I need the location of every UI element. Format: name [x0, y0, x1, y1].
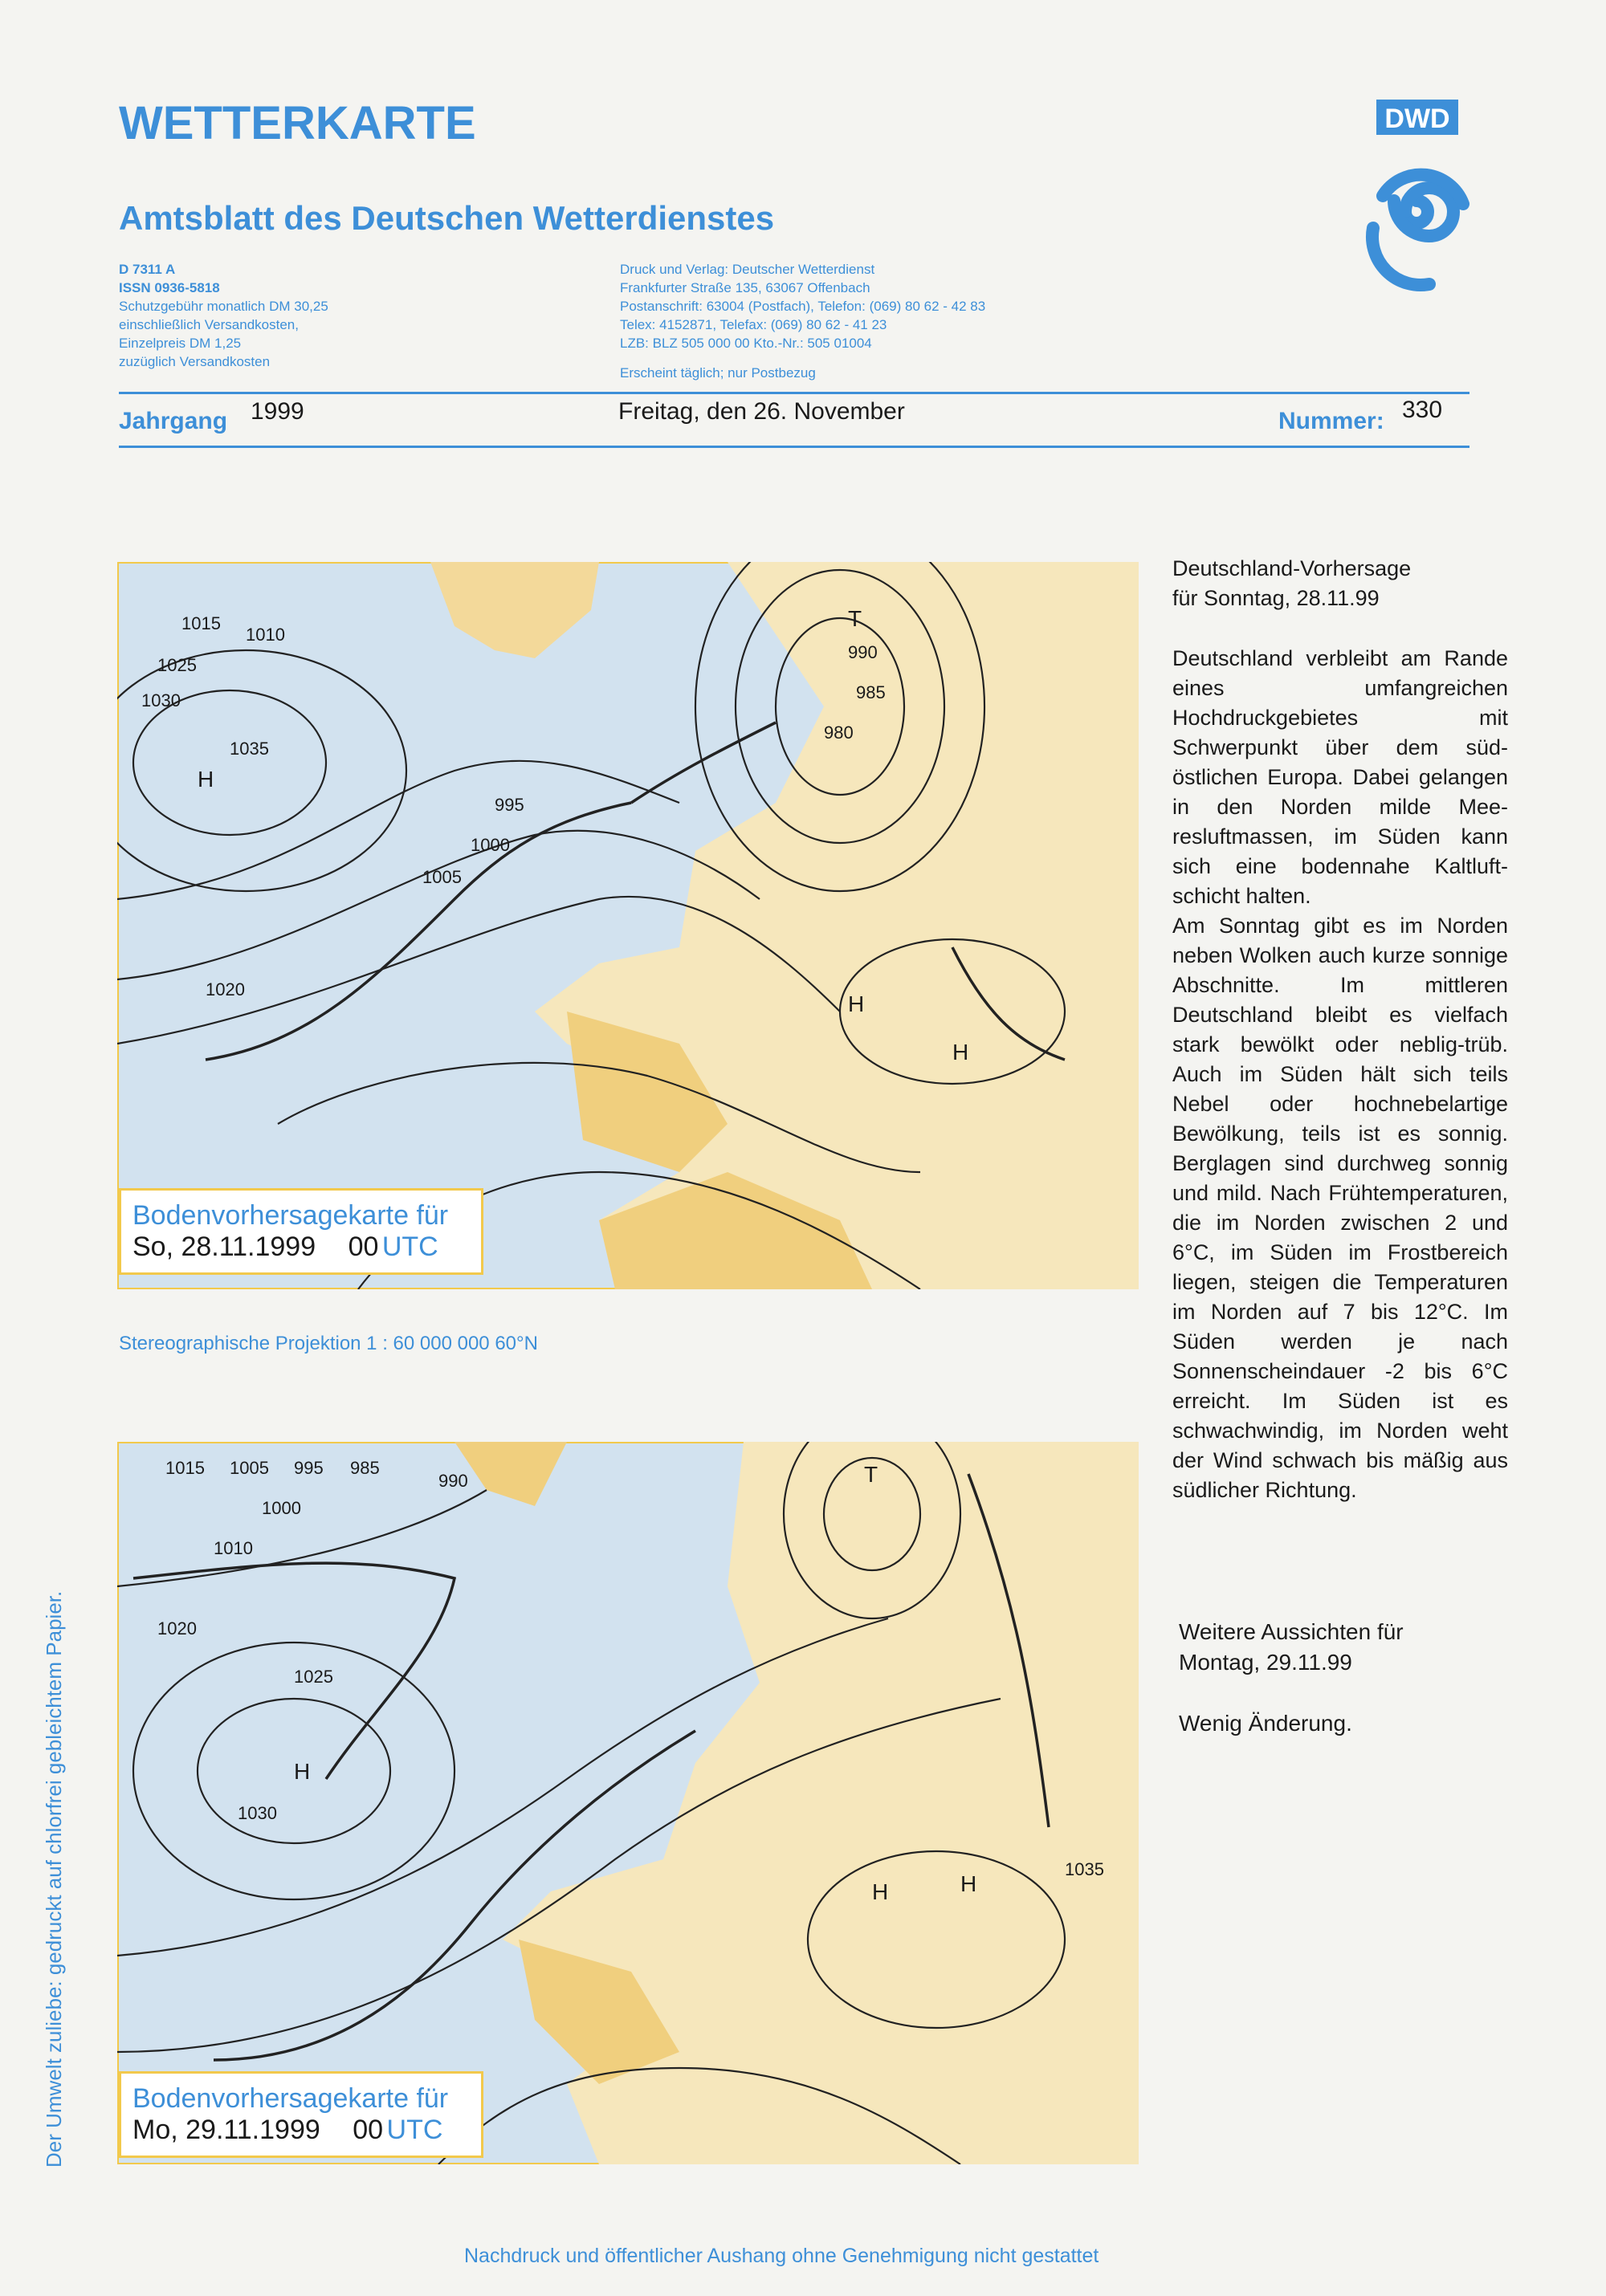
map-caption-time: 00	[348, 1231, 379, 1262]
jahrgang-label: Jahrgang	[119, 408, 228, 434]
isobar-label: 1020	[157, 1618, 197, 1639]
jahrgang-value: 1999	[251, 398, 304, 425]
logo-swirl-icon	[1372, 175, 1463, 285]
publisher-info	[620, 260, 985, 382]
outlook-heading-line: Weitere Aussichten für	[1179, 1619, 1404, 1644]
forecast-heading-line: für Sonntag, 28.11.99	[1172, 586, 1380, 610]
isobar-label: 1020	[206, 979, 245, 999]
isobar-label: 1010	[246, 625, 285, 645]
high-pressure-label: H	[952, 1040, 969, 1065]
issn: ISSN 0936-5818	[119, 280, 220, 295]
map-caption-monday	[119, 2071, 483, 2158]
low-pressure-label: T	[864, 1462, 878, 1487]
isobar-label: 1015	[181, 613, 221, 633]
header-rule-top	[119, 392, 1469, 394]
isobar-label: 990	[438, 1471, 468, 1491]
forecast-heading-line: Deutschland-Vorhersage	[1172, 556, 1412, 580]
map-caption-utc: UTC	[381, 1231, 438, 1262]
fee-line: Schutzgebühr monatlich DM 30,25	[119, 299, 328, 314]
header-rule-bottom	[119, 446, 1469, 448]
germany-forecast	[1172, 554, 1508, 1505]
isobar-label: 1000	[262, 1498, 301, 1518]
low-pressure-label: T	[848, 606, 862, 631]
high-pressure-label: H	[848, 991, 865, 1016]
page-title: WETTERKARTE	[119, 97, 476, 149]
isobar-label: 1035	[1065, 1859, 1104, 1879]
fee-line: zuzüglich Versandkosten	[119, 354, 271, 369]
isobar-label: 1025	[294, 1667, 333, 1687]
page-subtitle: Amtsblatt des Deutschen Wetterdienstes	[119, 199, 775, 237]
publisher-line: Telex: 4152871, Telefax: (069) 80 62 - 41 23	[620, 317, 887, 332]
map-caption-date: Mo, 29.11.1999	[132, 2115, 320, 2145]
isobar-label: 1000	[471, 835, 510, 855]
outlook-heading	[1179, 1617, 1500, 1678]
outlook-text: Wenig Änderung.	[1179, 1711, 1352, 1736]
isobar-label: 985	[350, 1458, 380, 1478]
map-caption-title: Bodenvorhersagekarte für	[132, 1200, 449, 1231]
isobar-label: 1035	[230, 739, 269, 759]
logo-text: DWD	[1384, 104, 1450, 134]
publisher-line: Postanschrift: 63004 (Postfach), Telefon: (069) 80 62 - 42 83	[620, 299, 986, 314]
isobar-label: 1025	[157, 655, 197, 675]
nummer-value: 330	[1402, 397, 1443, 423]
copyright-note: Nachdruck und öffentlicher Aushang ohne Genehmigung nicht gestattet	[464, 2245, 1099, 2267]
isobar-label: 1005	[422, 867, 462, 887]
publication-codes	[119, 260, 328, 371]
issue-date: Freitag, den 26. November	[618, 398, 905, 425]
fee-line: einschließlich Versandkosten,	[119, 317, 299, 332]
high-pressure-label: H	[960, 1871, 977, 1896]
isobar-label: 980	[824, 723, 854, 743]
environment-note: Der Umwelt zuliebe: gedruckt auf chlorfrei gebleichtem Papier.	[42, 1590, 66, 2168]
forecast-paragraph: Am Sonntag gibt es im Norden neben Wolken auch kurze sonnige Abschnitte. Im mittleren Deutschland bleibt es vielfach stark bewölkt oder neblig-trüb. Auch im Süden hält sich teils Nebel oder hochnebelartige Bewölkung, teils ist es sonnig. Berglagen sind durchweg sonnig und mild. Nach Frühtemperaturen, die im Norden zwischen 2 und 6°C, im Süden im Frostbereich liegen, steigen die Temperaturen im Norden auf 7 bis 12°C. Im Süden werden je nach Sonnenscheindauer -2 bis 6°C erreicht. Im Süden ist es schwachwindig, im Norden weht der Wind schwach bis mäßig aus südlicher Richtung.	[1172, 914, 1508, 1502]
publisher-line: Druck und Verlag: Deutscher Wetterdienst	[620, 262, 875, 277]
isobar-label: 995	[495, 795, 524, 815]
map-projection: Stereographische Projektion 1 : 60 000 000 60°N	[119, 1333, 538, 1354]
publication-code: D 7311 A	[119, 262, 176, 277]
publisher-line: LZB: BLZ 505 000 00 Kto.-Nr.: 505 01004	[620, 336, 872, 351]
nummer-label: Nummer:	[1278, 408, 1384, 434]
high-pressure-label: H	[294, 1759, 311, 1784]
isobar-label: 1015	[165, 1458, 205, 1478]
map-caption-date: So, 28.11.1999	[132, 1231, 316, 1262]
further-outlook	[1179, 1617, 1500, 1769]
high-pressure-label: H	[872, 1879, 889, 1904]
dwd-logo	[1365, 100, 1469, 300]
outlook-heading-line: Montag, 29.11.99	[1179, 1650, 1352, 1675]
fee-line: Einzelpreis DM 1,25	[119, 336, 242, 351]
map-caption-title: Bodenvorhersagekarte für	[132, 2083, 449, 2114]
high-pressure-label: H	[198, 767, 214, 792]
forecast-heading	[1172, 554, 1508, 613]
forecast-paragraph: Deutschland verbleibt am Rande eines umfangreichen Hochdruckgebietes mit Schwerpunkt über dem südöstlichen Europa. Dabei gelangen in den Norden milde Meeresluftmassen, im Süden kann sich eine bodennahe Kaltluftschicht halten.	[1172, 646, 1508, 908]
map-caption-sunday	[119, 1188, 483, 1275]
isobar-label: 995	[294, 1458, 324, 1478]
publication-frequency: Erscheint täglich; nur Postbezug	[620, 365, 816, 381]
isobar-label: 1010	[214, 1538, 253, 1558]
weather-map-sunday	[117, 562, 1139, 1289]
map-caption-utc: UTC	[386, 2115, 443, 2145]
weather-map-monday	[117, 1442, 1139, 2164]
isobar-label: 985	[856, 682, 886, 702]
isobar-label: 1030	[238, 1803, 277, 1823]
isobar-label: 1005	[230, 1458, 269, 1478]
publisher-line: Frankfurter Straße 135, 63067 Offenbach	[620, 280, 870, 295]
isobar-label: 990	[848, 642, 878, 662]
isobar-label: 1030	[141, 690, 181, 710]
map-caption-time: 00	[353, 2115, 384, 2145]
